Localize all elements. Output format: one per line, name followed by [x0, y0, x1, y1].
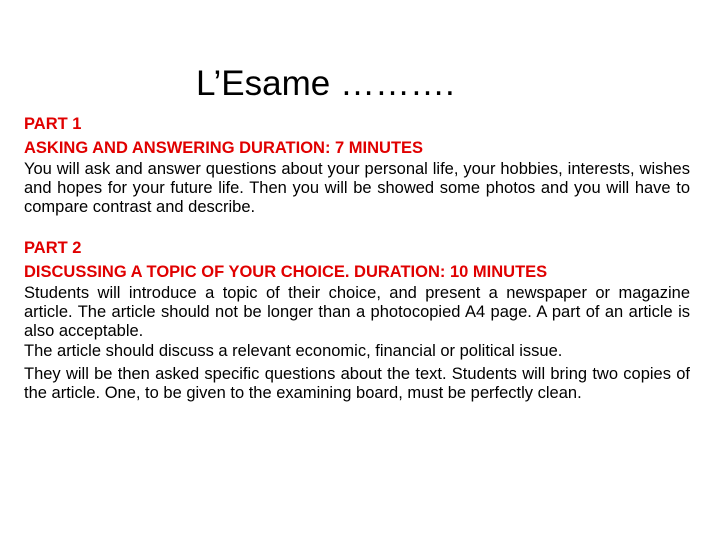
- page-title: L’Esame ……….: [196, 64, 455, 103]
- part-2-label: PART 2: [24, 239, 82, 257]
- part-1-heading: ASKING AND ANSWERING DURATION: 7 MINUTES: [24, 139, 424, 157]
- part-2-section: [24, 236, 690, 403]
- part-2-heading: DISCUSSING A TOPIC OF YOUR CHOICE. DURATION: 10 MINUTES: [24, 263, 548, 281]
- slide-content: [24, 112, 690, 422]
- part-2-description: Students will introduce a topic of their choice, and present a newspaper or magazine article. The article should not be longer than a photocopied A4 page. A part of an article is also acceptable.: [24, 284, 690, 340]
- part-1-section: [24, 112, 690, 217]
- part-2-questions: They will be then asked specific questions about the text. Students will bring two copies of the article. One, to be given to the examining board, must be perfectly clean.: [24, 365, 690, 402]
- part-1-label: PART 1: [24, 115, 82, 133]
- part-1-description: You will ask and answer questions about your personal life, your hobbies, interests, wishes and hopes for your future life. Then you will be showed some photos and you will have to compare contrast and describe.: [24, 160, 690, 216]
- part-2-article-topic: The article should discuss a relevant economic, financial or political issue.: [24, 342, 563, 360]
